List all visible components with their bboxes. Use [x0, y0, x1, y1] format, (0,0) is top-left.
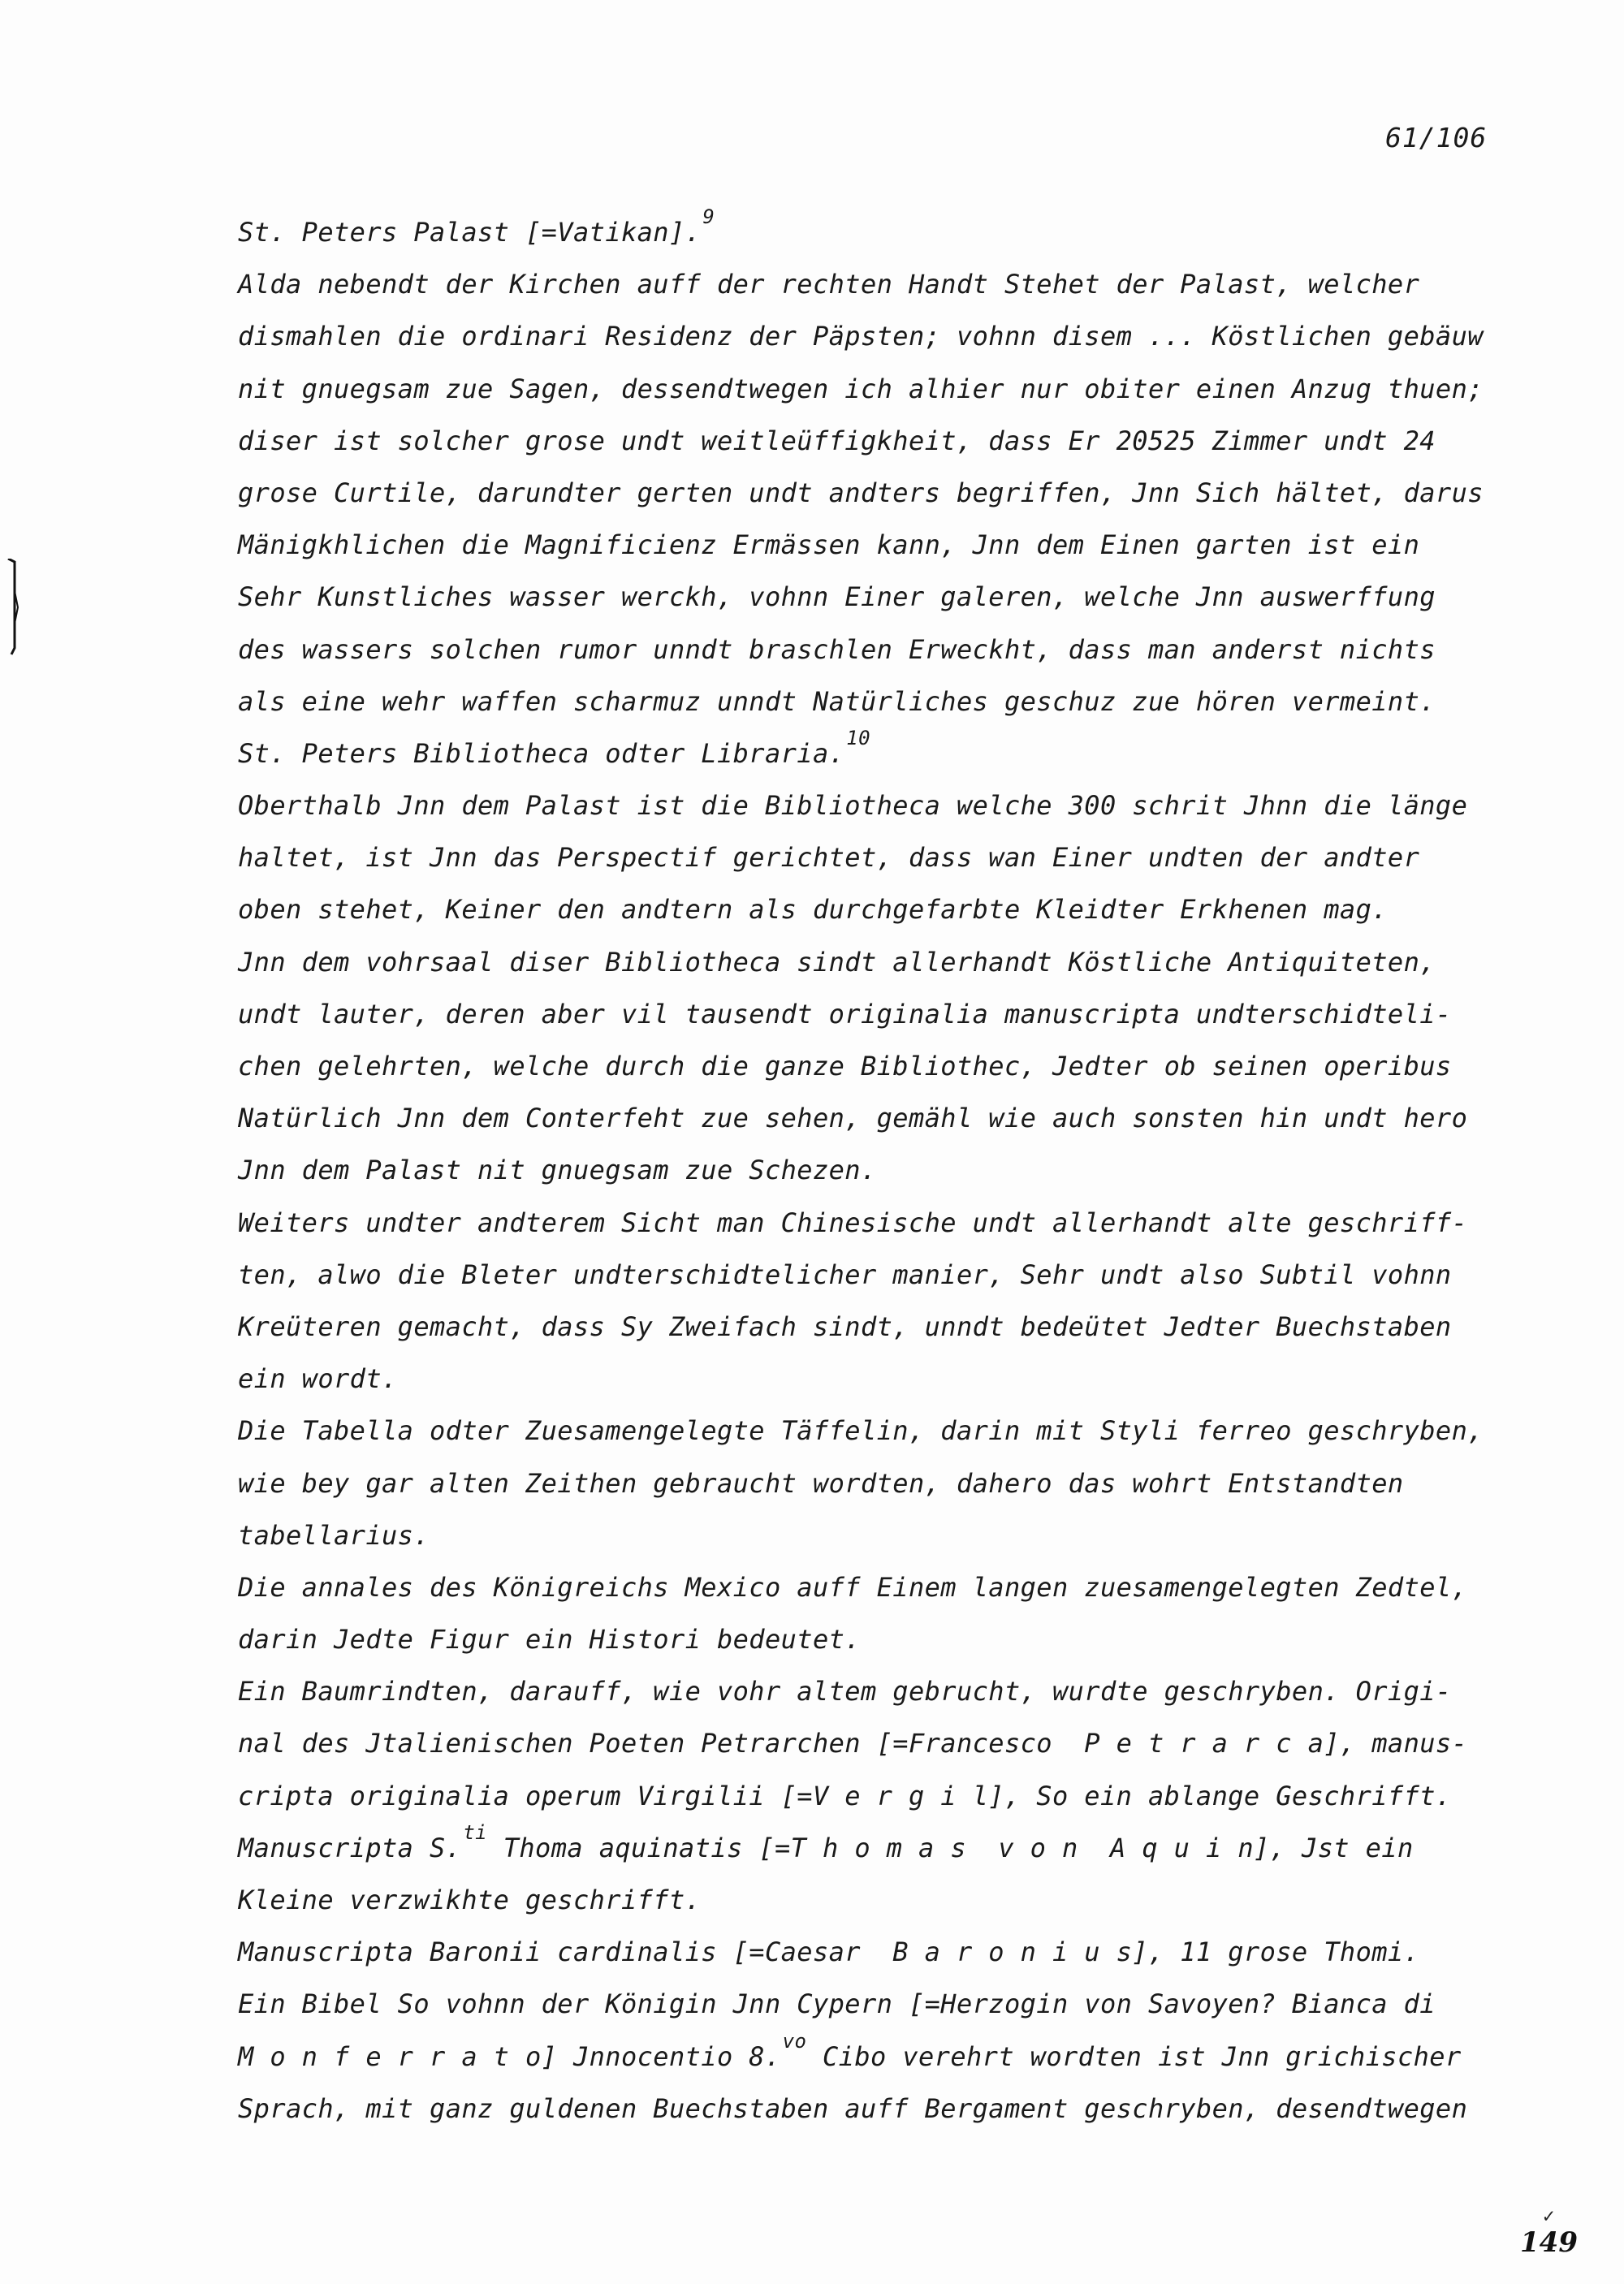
- text-line: [238, 467, 1553, 519]
- line-text-continued: Thoma aquinatis [=T h o m a s v o n A q u i n], Jst ein: [487, 1832, 1414, 1863]
- line-text: dismahlen die ordinari Residenz der Päpsten; vohnn disem ... Köstlichen gebäuw: [238, 321, 1484, 352]
- text-line: [238, 1665, 1553, 1717]
- text-line: [238, 1613, 1553, 1665]
- text-line: [238, 206, 1553, 258]
- text-line: [238, 1197, 1553, 1249]
- text-line: [238, 519, 1553, 571]
- line-text: des wassers solchen rumor unndt braschlen Erweckht, dass man anderst nichts: [238, 633, 1436, 665]
- line-text: Ein Baumrindten, darauff, wie vohr altem gebrucht, wurdte geschryben. Origi-: [238, 1676, 1452, 1708]
- text-line: [238, 1717, 1553, 1769]
- text-line: [238, 1092, 1553, 1144]
- text-line: [238, 779, 1553, 831]
- text-line: [238, 676, 1553, 728]
- line-text: Alda nebendt der Kirchen auff der rechten Handt Stehet der Palast, welcher: [238, 269, 1420, 300]
- text-line: [238, 831, 1553, 883]
- line-text: als eine wehr waffen scharmuz unndt Natürliches geschuz zue hören vermeint.: [238, 685, 1436, 717]
- text-line: [238, 936, 1553, 988]
- line-text: nal des Jtalienischen Poeten Petrarchen [=Francesco P e t r a r c a], manus-: [238, 1728, 1468, 1759]
- line-text: Manuscripta S.: [238, 1832, 462, 1863]
- line-text: Manuscripta Baronii cardinalis [=Caesar B a r o n i u s], 11 grose Thomi.: [238, 1936, 1420, 1968]
- line-text: Oberthalb Jnn dem Palast ist die Bibliotheca welche 300 schrit Jhnn die länge: [238, 790, 1468, 822]
- text-line: [238, 1405, 1553, 1457]
- line-text: diser ist solcher grose undt weitleüffigkheit, dass Er 20525 Zimmer undt 24: [238, 425, 1436, 456]
- text-line: [238, 363, 1553, 415]
- line-text: grose Curtile, darundter gerten undt andters begriffen, Jnn Sich hältet, darus: [238, 477, 1484, 508]
- check-mark: ✓: [1543, 2204, 1555, 2227]
- line-text: Jnn dem Palast nit gnuegsam zue Schezen.: [238, 1155, 877, 1186]
- superscript: 10: [846, 726, 870, 749]
- line-text-continued: Cibo verehrt wordten ist Jnn grichischer: [806, 2040, 1462, 2072]
- line-text: St. Peters Palast [=Vatikan].: [238, 217, 702, 248]
- line-text: Die Tabella odter Zuesamengelegte Täffelin, darin mit Styli ferreo geschryben,: [238, 1415, 1484, 1447]
- line-text: wie bey gar alten Zeithen gebraucht wordten, dahero das wohrt Entstandten: [238, 1467, 1404, 1499]
- text-line: [238, 1509, 1553, 1561]
- line-text: Kleine verzwikhte geschrifft.: [238, 1885, 702, 1915]
- text-line: [238, 988, 1553, 1040]
- text-line: [238, 1561, 1553, 1613]
- line-text: darin Jedte Figur ein Histori bedeutet.: [238, 1624, 861, 1656]
- superscript: 9: [702, 205, 715, 228]
- line-text: M o n f e r r a t o] Jnnocentio 8.: [238, 2040, 781, 2072]
- line-text: Natürlich Jnn dem Conterfeht zue sehen, gemähl wie auch sonsten hin undt hero: [238, 1103, 1468, 1134]
- line-text: oben stehet, Keiner den andtern als durchgefarbte Kleidter Erkhenen mag.: [238, 894, 1388, 926]
- text-line: [238, 1770, 1553, 1822]
- text-line: [238, 1926, 1553, 1978]
- text-line: [238, 1822, 1553, 1874]
- line-text: cripta originalia operum Virgilii [=V e r g i l], So ein ablange Geschrifft.: [238, 1780, 1452, 1811]
- text-line: [238, 310, 1553, 362]
- line-text: Jnn dem vohrsaal diser Bibliotheca sindt allerhandt Köstliche Antiquiteten,: [238, 946, 1436, 978]
- handwritten-folio-number: 149: [1520, 2226, 1578, 2259]
- text-line: [238, 571, 1553, 623]
- text-line: [238, 2031, 1553, 2083]
- text-line: [238, 883, 1553, 935]
- text-line: [238, 415, 1553, 467]
- text-line: [238, 1040, 1553, 1092]
- line-text: Mänigkhlichen die Magnificienz Ermässen kann, Jnn dem Einen garten ist ein: [238, 529, 1420, 561]
- text-line: [238, 1249, 1553, 1301]
- line-text: St. Peters Bibliotheca odter Libraria.: [238, 737, 845, 769]
- text-line: [238, 624, 1553, 676]
- line-text: nit gnuegsam zue Sagen, dessendtwegen ich alhier nur obiter einen Anzug thuen;: [238, 373, 1484, 404]
- line-text: Weiters undter andterem Sicht man Chinesische undt allerhandt alte geschriff-: [238, 1207, 1468, 1238]
- line-text: undt lauter, deren aber vil tausendt originalia manuscripta undterschidteli-: [238, 998, 1452, 1030]
- text-line: [238, 728, 1553, 779]
- line-text: haltet, ist Jnn das Perspectif gerichtet, dass wan Einer undten der andter: [238, 842, 1420, 874]
- line-text: Kreüteren gemacht, dass Sy Zweifach sindt, unndt bedeütet Jedter Buechstaben: [238, 1310, 1452, 1342]
- page-number: 61/106: [1385, 122, 1488, 153]
- text-line: [238, 1457, 1553, 1509]
- text-line: [238, 1978, 1553, 2030]
- manuscript-text: [238, 206, 1553, 2135]
- text-line: [238, 1874, 1553, 1926]
- text-line: [238, 1144, 1553, 1196]
- text-line: [238, 1353, 1553, 1405]
- line-text: tabellarius.: [238, 1519, 430, 1551]
- line-text: Die annales des Königreichs Mexico auff Einem langen zuesamengelegten Zedtel,: [238, 1571, 1468, 1603]
- line-text: ten, alwo die Bleter undterschidtelicher manier, Sehr undt also Subtil vohnn: [238, 1259, 1452, 1290]
- line-text: chen gelehrten, welche durch die ganze Bibliothec, Jedter ob seinen operibus: [238, 1051, 1452, 1082]
- line-text: Sprach, mit ganz guldenen Buechstaben auff Bergament geschryben, desendtwegen: [238, 2092, 1468, 2124]
- line-text: Sehr Kunstliches wasser werckh, vohnn Einer galeren, welche Jnn auswerffung: [238, 581, 1436, 613]
- superscript: ti: [463, 1820, 488, 1844]
- text-line: [238, 1301, 1553, 1353]
- text-line: [238, 258, 1553, 310]
- binding-mark: [6, 559, 21, 656]
- line-text: Ein Bibel So vohnn der Königin Jnn Cypern [=Herzogin von Savoyen? Bianca di: [238, 1988, 1436, 2020]
- line-text: ein wordt.: [238, 1363, 398, 1395]
- text-line: [238, 2083, 1553, 2135]
- superscript: vo: [782, 2029, 807, 2053]
